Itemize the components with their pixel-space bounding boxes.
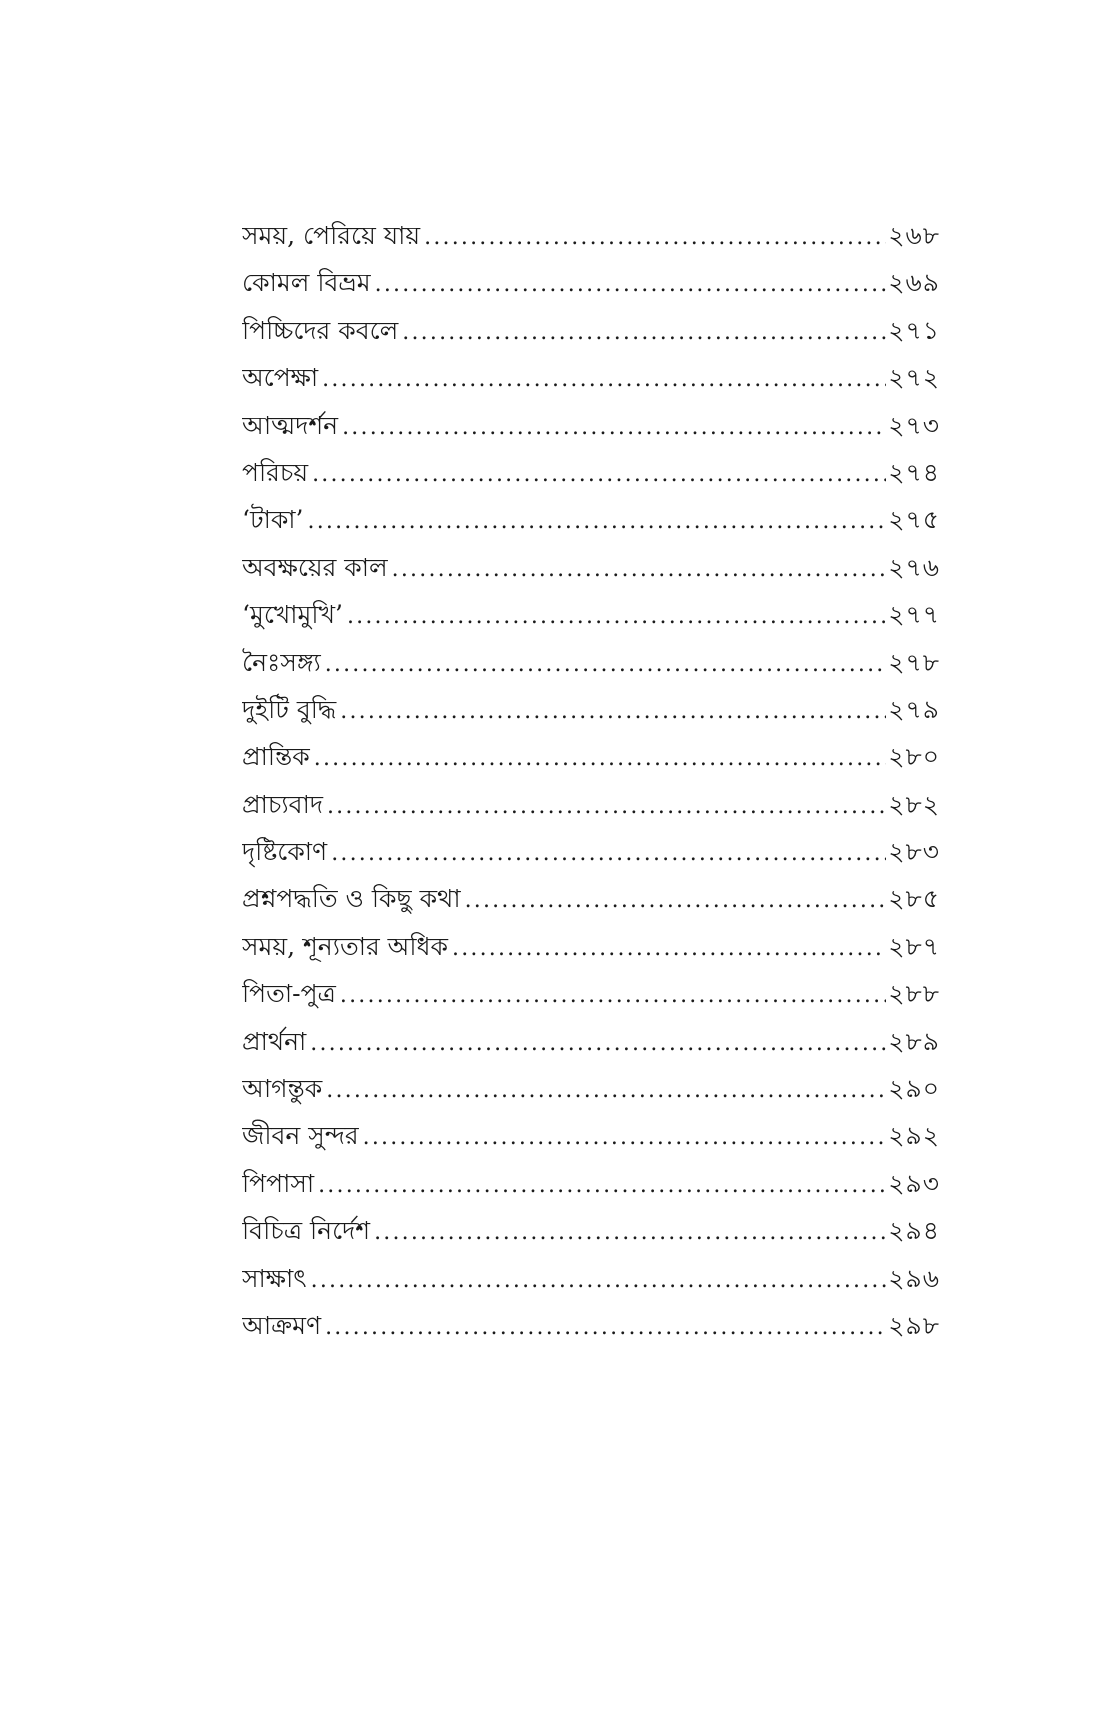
toc-entry — [242, 1255, 940, 1302]
toc-entry-page: ২৮৮ — [888, 979, 940, 1009]
toc-entry — [242, 496, 940, 543]
toc-entry-title: প্রার্থনা — [242, 1026, 307, 1056]
toc-entry — [242, 686, 940, 733]
toc-entry-title: ‘মুখোমুখি’ — [242, 600, 343, 630]
toc-entry-title: পিচ্চিদের কবলে — [242, 315, 399, 345]
toc-entry-title: সময়, শূন্যতার অধিক — [242, 931, 448, 961]
toc-entry — [242, 591, 940, 638]
toc-entry-page: ২৯৩ — [888, 1168, 940, 1198]
toc-entry-page: ২৭২ — [888, 363, 940, 393]
toc-entry-title: আগন্তুক — [242, 1074, 323, 1104]
toc-entry — [242, 259, 940, 306]
toc-entry-title: পিতা-পুত্র — [242, 979, 336, 1009]
toc-leader-dots — [452, 925, 886, 970]
toc-leader-dots — [340, 972, 886, 1017]
toc-leader-dots — [322, 356, 886, 401]
toc-entry-page: ২৮২ — [888, 789, 940, 819]
toc-leader-dots — [402, 309, 886, 354]
toc-leader-dots — [326, 1067, 886, 1112]
toc-leader-dots — [347, 593, 886, 638]
toc-entry — [242, 781, 940, 828]
toc-entry-title: প্রশ্নপদ্ধতি ও কিছু কথা — [242, 884, 461, 914]
toc-leader-dots — [308, 498, 887, 543]
toc-entry-page: ২৭১ — [888, 315, 940, 345]
toc-entry — [242, 639, 940, 686]
toc-entry — [242, 923, 940, 970]
toc-entry-page: ২৮৭ — [888, 931, 940, 961]
toc-entry-title: আক্রমণ — [242, 1310, 322, 1340]
toc-entry-page: ২৯৬ — [888, 1263, 940, 1293]
toc-leader-dots — [374, 1209, 886, 1254]
toc-entry-title: পরিচয় — [242, 457, 309, 487]
toc-entry-title: আত্মদর্শন — [242, 410, 339, 440]
toc-entry — [242, 970, 940, 1017]
toc-leader-dots — [340, 688, 886, 733]
toc-entry-page: ২৭৮ — [888, 647, 940, 677]
toc-entry — [242, 1112, 940, 1159]
toc-entry-page: ২৯৮ — [888, 1310, 940, 1340]
toc-entry-page: ২৬৯ — [888, 268, 940, 298]
toc-entry-title: দুইটি বুদ্ধি — [242, 694, 337, 724]
toc-entry-title: জীবন সুন্দর — [242, 1121, 359, 1151]
toc-leader-dots — [375, 261, 887, 306]
toc-entry — [242, 1065, 940, 1112]
toc-leader-dots — [310, 1020, 886, 1065]
toc-leader-dots — [392, 546, 887, 591]
toc-entry-page: ২৭৬ — [888, 552, 940, 582]
toc-entry-title: নৈঃসঙ্গ্য — [242, 647, 321, 677]
toc-entry — [242, 1018, 940, 1065]
toc-entry-page: ২৬৮ — [888, 221, 940, 250]
toc-leader-dots — [318, 1162, 886, 1207]
toc-entry-page: ২৭৯ — [888, 694, 940, 724]
toc-entry — [242, 307, 940, 354]
toc-entry-page: ২৮৫ — [888, 884, 940, 914]
toc-entry-page: ২৯০ — [888, 1074, 940, 1104]
toc-leader-dots — [465, 877, 887, 922]
toc-entry — [242, 449, 940, 496]
toc-entry-page: ২৮৯ — [888, 1026, 940, 1056]
toc-leader-dots — [314, 735, 886, 780]
toc-entry — [242, 875, 940, 922]
toc-entry — [242, 212, 940, 259]
toc-entry-title: অবক্ষয়ের কাল — [242, 552, 388, 582]
toc-entry-title: দৃষ্টিকোণ — [242, 837, 328, 867]
toc-leader-dots — [325, 641, 887, 686]
toc-entry-page: ২৭৭ — [888, 600, 940, 630]
toc-entry — [242, 733, 940, 780]
toc-entry-title: সাক্ষাৎ — [242, 1263, 307, 1293]
toc-entry — [242, 544, 940, 591]
toc-leader-dots — [342, 404, 886, 449]
toc-entry-page: ২৭৪ — [888, 457, 940, 487]
table-of-contents — [242, 212, 940, 1349]
toc-entry-title: প্রান্তিক — [242, 742, 310, 772]
toc-leader-dots — [312, 451, 886, 496]
toc-entry-page: ২৯২ — [888, 1121, 940, 1151]
toc-entry-title: কোমল বিভ্রম — [242, 268, 371, 298]
toc-entry-title: বিচিত্র নির্দেশ — [242, 1216, 371, 1246]
toc-leader-dots — [331, 830, 886, 875]
toc-entry — [242, 1302, 940, 1349]
toc-entry-title: অপেক্ষা — [242, 363, 319, 393]
toc-leader-dots — [325, 1304, 886, 1349]
toc-entry-title: সময়, পেরিয়ে যায় — [242, 221, 421, 250]
toc-entry-page: ২৭৫ — [888, 505, 940, 535]
toc-entry — [242, 1207, 940, 1254]
toc-entry — [242, 828, 940, 875]
toc-leader-dots — [311, 1257, 887, 1302]
toc-leader-dots — [327, 783, 886, 828]
toc-entry — [242, 1160, 940, 1207]
toc-entry — [242, 354, 940, 401]
toc-entry — [242, 402, 940, 449]
toc-entry-title: ‘টাকা’ — [242, 505, 304, 535]
toc-entry-page: ২৮৩ — [888, 837, 940, 867]
toc-leader-dots — [363, 1114, 887, 1159]
toc-entry-page: ২৯৪ — [888, 1216, 940, 1246]
toc-entry-page: ২৭৩ — [888, 410, 940, 440]
toc-entry-title: পিপাসা — [242, 1168, 315, 1198]
toc-leader-dots — [424, 214, 886, 259]
toc-entry-page: ২৮০ — [888, 742, 940, 772]
toc-entry-title: প্রাচ্যবাদ — [242, 789, 323, 819]
